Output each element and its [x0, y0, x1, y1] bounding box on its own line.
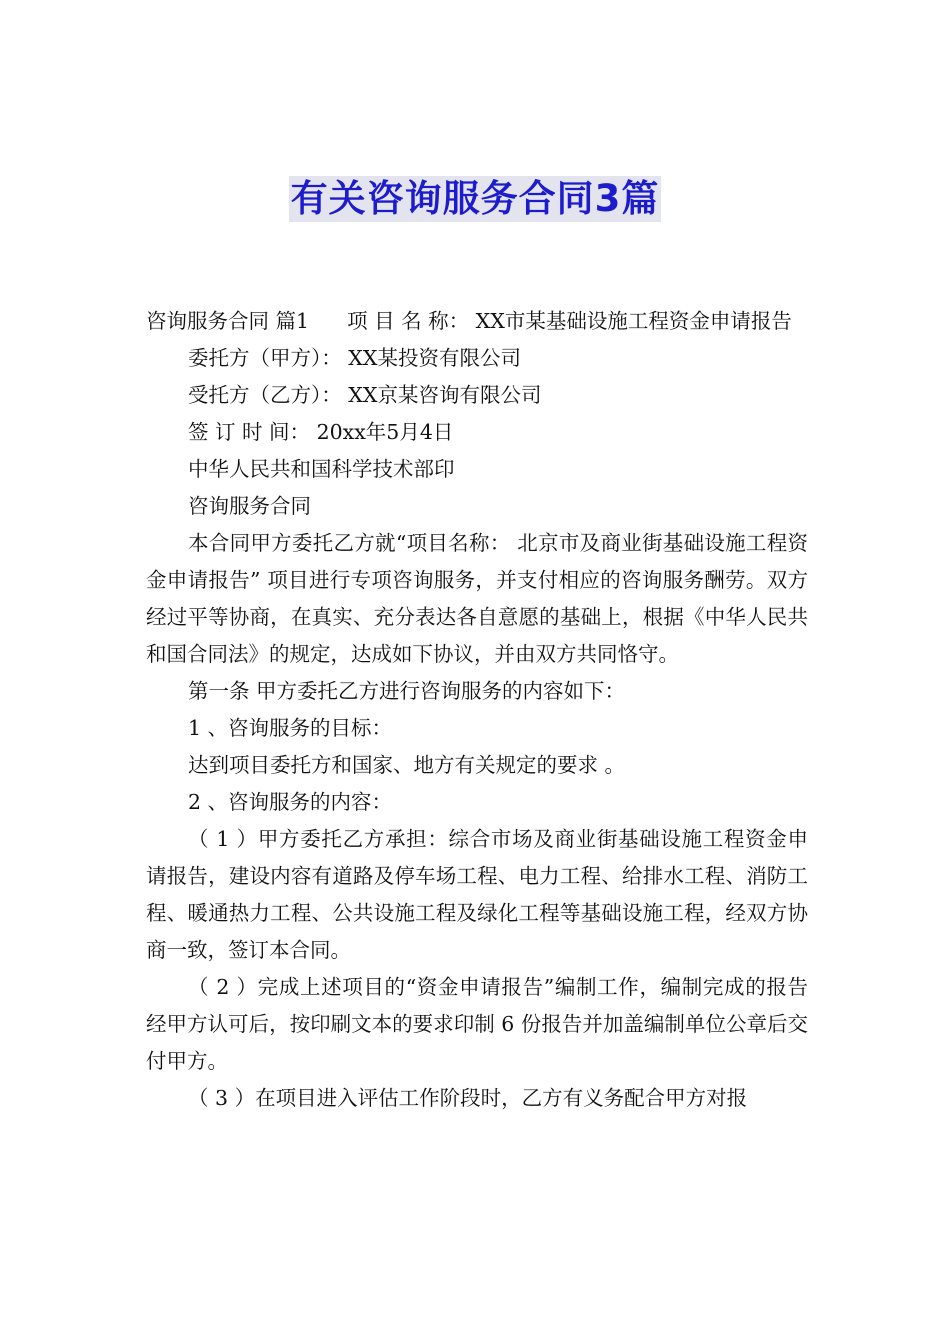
item-1-title: 1 、咨询服务的目标：: [188, 716, 393, 740]
item-1-text: 达到项目委托方和国家、地方有关规定的要求 。: [188, 753, 626, 777]
party-b-line: 受托方（乙方）： XX京某咨询有限公司: [188, 383, 542, 407]
party-a-line: 委托方（甲方）： XX某投资有限公司: [188, 346, 521, 370]
heading-line: [146, 303, 808, 340]
article-1-heading: 第一条 甲方委托乙方进行咨询服务的内容如下：: [188, 679, 626, 703]
heading-label: 咨询服务合同 篇1: [146, 309, 310, 333]
project-name: 项 目 名 称： XX市某基础设施工程资金申请报告: [347, 309, 792, 333]
sub-item-2: （ 2 ）完成上述项目的“资金申请报告”编制工作，编制完成的报告经甲方认可后，按印刷文本的要求印制 6 份报告并加盖编制单位公章后交付甲方。: [146, 975, 808, 1073]
document-title: 有关咨询服务合同3篇: [290, 177, 660, 220]
contract-name-line: 咨询服务合同: [188, 494, 311, 518]
document-body: [146, 303, 808, 1117]
item-2-title: 2 、咨询服务的内容：: [188, 790, 393, 814]
intro-paragraph: 本合同甲方委托乙方就“项目名称： 北京市及商业街基础设施工程资金申请报告” 项目进行专项咨询服务，并支付相应的咨询服务酬劳。双方经过平等协商，在真实、充分表达各自意愿的基础上，根据《中华人民共和国合同法》的规定，达成如下协议，并由双方共同恪守。: [146, 531, 808, 666]
sub-item-3: （ 3 ）在项目进入评估工作阶段时，乙方有义务配合甲方对报: [188, 1086, 748, 1110]
sub-item-1: （ 1 ）甲方委托乙方承担：综合市场及商业街基础设施工程资金申请报告，建设内容有道路及停车场工程、电力工程、给排水工程、消防工程、暖通热力工程、公共设施工程及绿化工程等基础设施工程，经双方协商一致，签订本合同。: [146, 827, 808, 962]
sign-date-line: 签 订 时 间： 20xx年5月4日: [188, 420, 454, 444]
title-area: [0, 176, 950, 222]
printer-line: 中华人民共和国科学技术部印: [188, 457, 455, 481]
